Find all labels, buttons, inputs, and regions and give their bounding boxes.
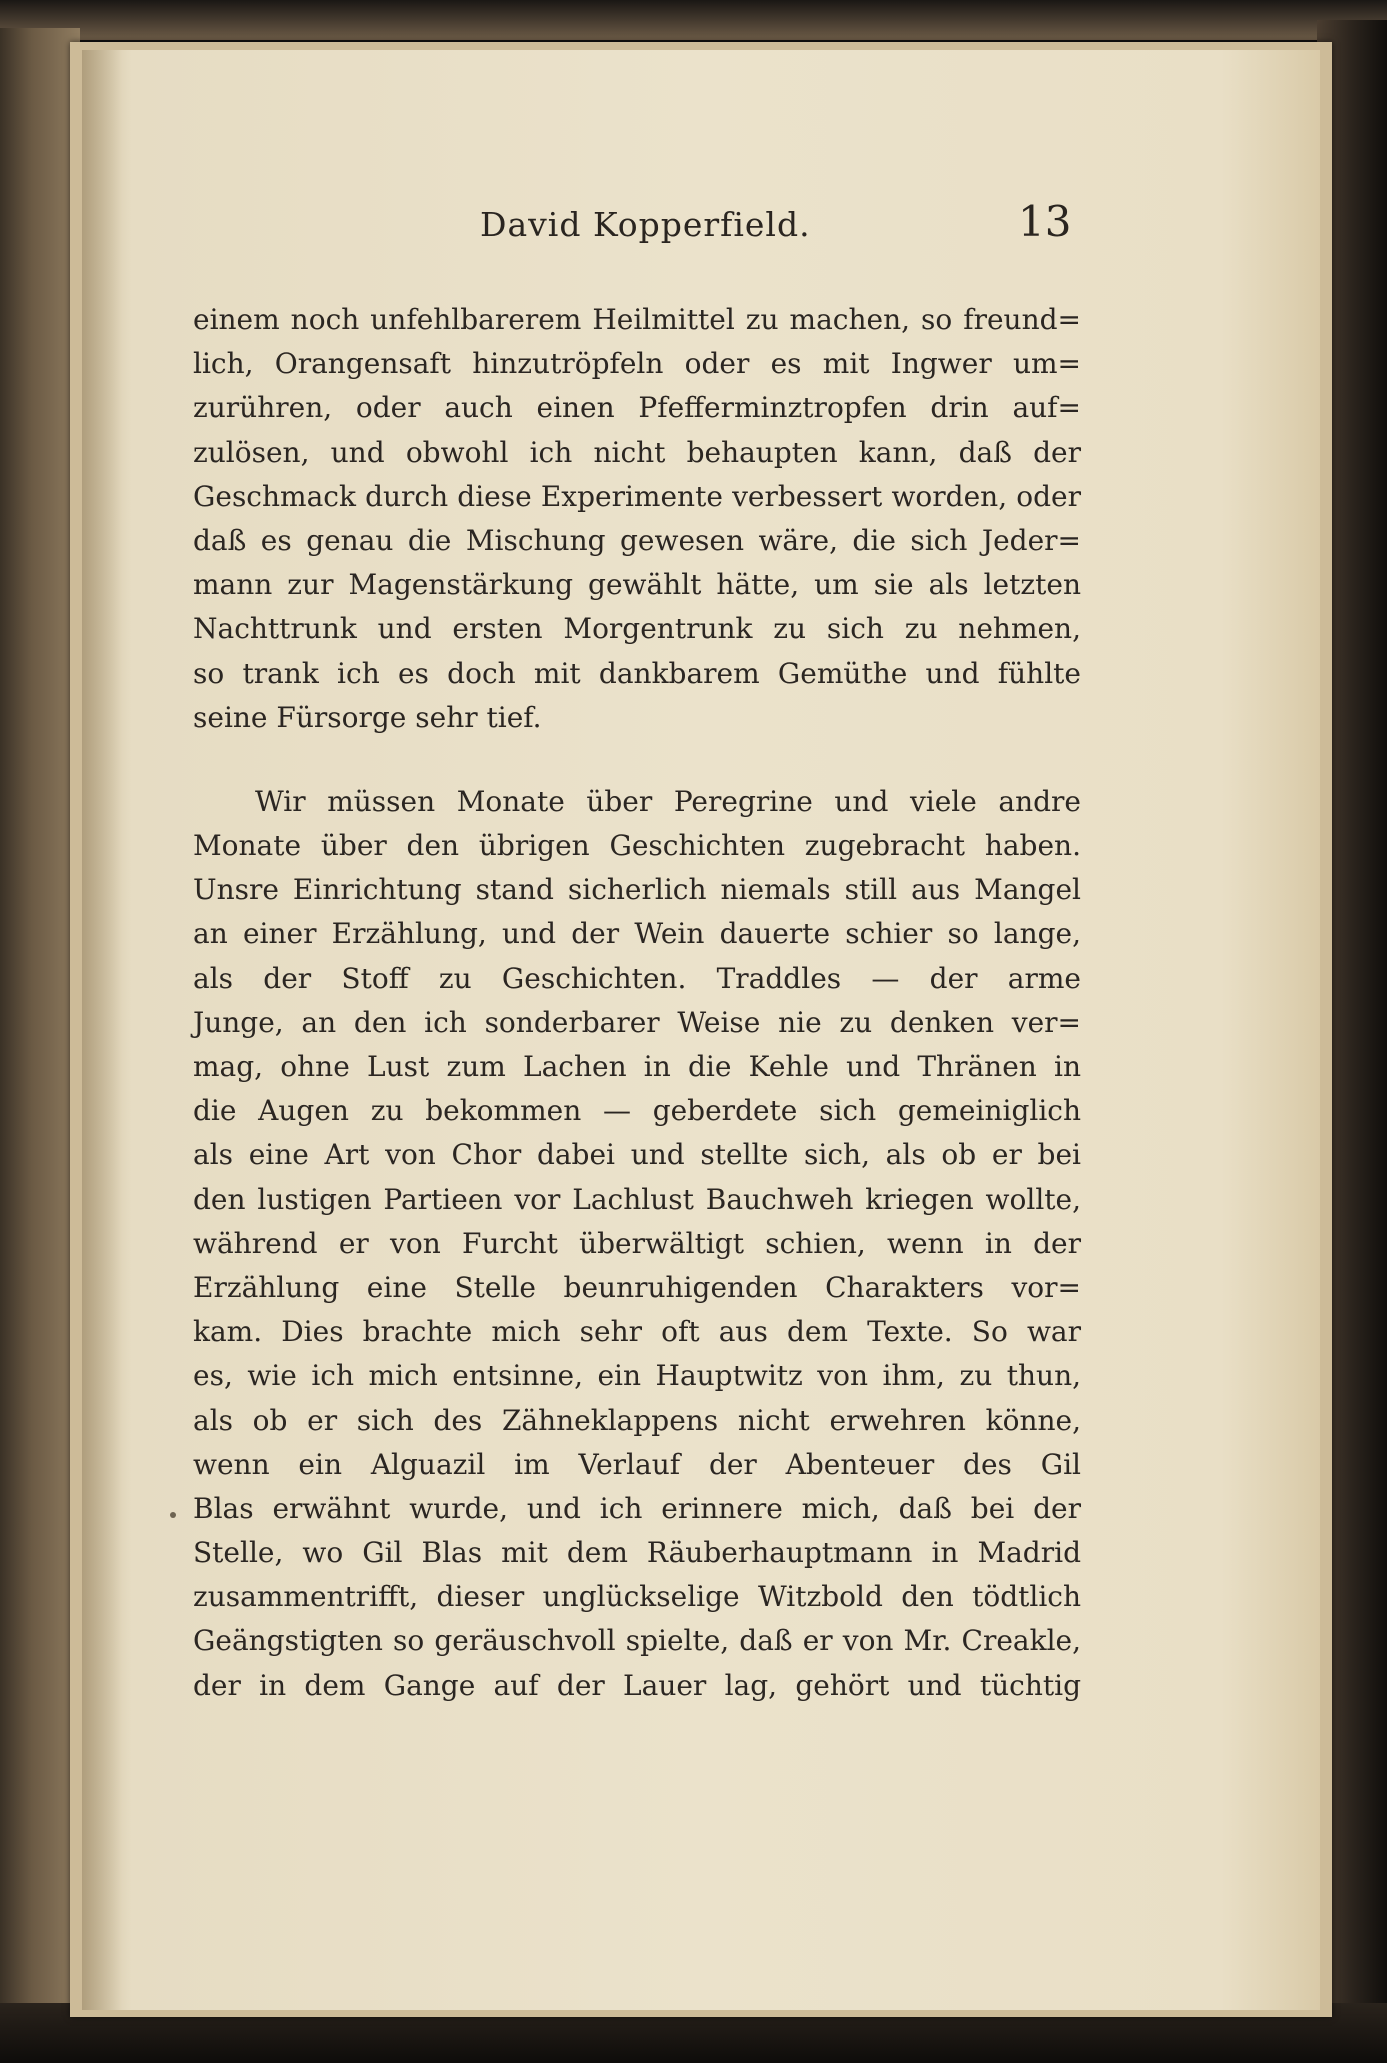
text-line: Wir müssen Monate über Peregrine und viele andre [255,784,1081,818]
text-line: Stelle, wo Gil Blas mit dem Räuberhauptmann in Madrid [193,1536,1081,1570]
text-line: den lustigen Partieen vor Lachlust Bauchweh kriegen wollte, [193,1182,1081,1216]
text-line: zurühren, oder auch einen Pfefferminztropfen drin auf= [193,391,1081,425]
book-cover-left-edge [0,28,80,2018]
text-line: zusammentrifft, dieser unglückselige Witzbold den tödtlich [193,1580,1081,1614]
text-line: die Augen zu bekommen — geberdete sich gemeiniglich [193,1094,1081,1128]
text-line: Unsre Einrichtung stand sicherlich niemals still aus Mangel [193,873,1081,907]
page-number: 13 [1018,197,1072,246]
text-line: Junge, an den ich sonderbarer Weise nie zu denken ver= [193,1005,1081,1039]
text-line: an einer Erzählung, und der Wein dauerte schier so lange, [193,917,1081,951]
ink-speck [170,1512,176,1518]
text-line: Geängstigten so geräuschvoll spielte, daß er von Mr. Creakle, [193,1624,1081,1658]
text-line: zulösen, und obwohl ich nicht behaupten kann, daß der [193,435,1081,469]
text-line: während er von Furcht überwältigt schien, wenn in der [193,1226,1081,1260]
text-line: mag, ohne Lust zum Lachen in die Kehle und Thränen in [193,1050,1081,1083]
text-line: Nachttrunk und ersten Morgentrunk zu sich zu nehmen, [193,612,1081,646]
text-line: mann zur Magenstärkung gewählt hätte, um sie als letzten [193,568,1081,602]
text-line: Erzählung eine Stelle beunruhigenden Charakters vor= [193,1270,1081,1304]
text-line: als ob er sich des Zähneklappens nicht erwehren könne, [193,1403,1081,1437]
body-text [193,298,1081,1708]
text-line: daß es genau die Mischung gewesen wäre, die sich Jeder= [193,523,1081,557]
text-line: als der Stoff zu Geschichten. Traddles — der arme [193,961,1081,995]
text-line: seine Fürsorge sehr tief. [193,700,542,734]
text-line: lich, Orangensaft hinzutröpfeln oder es mit Ingwer um= [193,347,1081,381]
text-line: wenn ein Alguazil im Verlauf der Abenteuer des Gil [193,1447,1081,1481]
text-line: kam. Dies brachte mich sehr oft aus dem Texte. So war [193,1315,1081,1349]
text-line: einem noch unfehlbarerem Heilmittel zu machen, so freund= [193,303,1081,336]
book-cover-top-edge [0,0,1387,40]
paragraph-2 [193,780,1081,1708]
text-line: Geschmack durch diese Experimente verbessert worden, oder [193,479,1081,513]
text-line: so trank ich es doch mit dankbarem Gemüthe und fühlte [193,656,1081,690]
text-line: Blas erwähnt wurde, und ich erinnere mich, daß bei der [193,1491,1081,1525]
text-line: der in dem Gange auf der Lauer lag, gehört und tüchtig [193,1668,1081,1702]
text-line: es, wie ich mich entsinne, ein Hauptwitz von ihm, zu thun, [193,1359,1081,1393]
paragraph-gap [193,740,1081,780]
gutter-shadow [82,50,122,2010]
text-line: Monate über den übrigen Geschichten zugebracht haben. [193,829,1081,863]
running-head: David Kopperfield. [480,205,811,244]
text-line: als eine Art von Chor dabei und stellte sich, als ob er bei [193,1138,1081,1172]
paragraph-1 [193,298,1081,740]
